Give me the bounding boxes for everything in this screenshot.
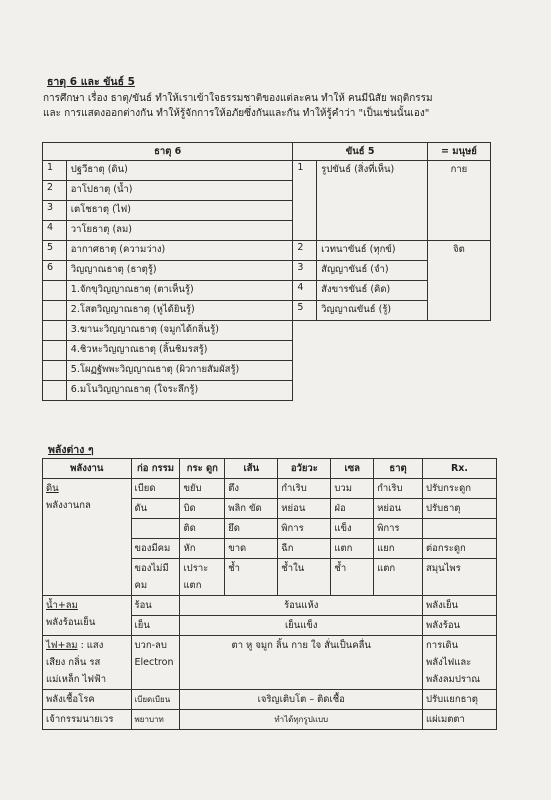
- cell: สมุนไพร: [423, 559, 497, 596]
- energy-earth: [43, 479, 132, 596]
- cell: แข็ง: [331, 519, 374, 539]
- energies-table: [42, 458, 497, 730]
- cell: กำเริบ: [374, 479, 423, 499]
- rx-line: พลังลมปราณ: [426, 674, 481, 685]
- energy-germ: พลังเชื้อโรค: [43, 690, 132, 710]
- desc-cold: เย็นแข็ง: [180, 616, 423, 636]
- dhatu-label: วิญญาณธาตุ (ธาตุรู้): [66, 261, 293, 281]
- cell: หัก: [180, 539, 225, 559]
- dhatu-label: อาโปธาตุ (น้ำ): [66, 181, 293, 201]
- col-header-organ: อวัยวะ: [278, 459, 331, 479]
- dhatu-num: 1: [43, 161, 67, 181]
- dhatu-num: 4: [43, 221, 67, 241]
- dhatu-num-blank: [43, 381, 67, 401]
- dhatu-num-blank: [43, 281, 67, 301]
- khandha-num: 4: [293, 281, 317, 301]
- col-header-cause: ก่อ กรรม: [131, 459, 180, 479]
- germ-cause: เบียดเบียน: [131, 690, 180, 710]
- karma-desc: ทำได้ทุกรูปแบบ: [180, 710, 423, 730]
- col-header-vessel: เส้น: [225, 459, 278, 479]
- dhatu-khandha-table: [42, 142, 491, 401]
- cell: กำเริบ: [278, 479, 331, 499]
- dhatu-num: 2: [43, 181, 67, 201]
- cell: [131, 559, 180, 596]
- cell: บวม: [331, 479, 374, 499]
- cell: ปรับธาตุ: [423, 499, 497, 519]
- water-wind-sub: พลังร้อนเย็น: [46, 617, 96, 628]
- earth-sub: พลังงานกล: [46, 500, 91, 511]
- khandha-num: 5: [293, 301, 317, 321]
- energy-fire-wind: [43, 636, 132, 690]
- intro-line: การศึกษา เรื่อง ธาตุ/ขันธ์ ทำให้เราเข้าใจธรรมชาติของแต่ละคน ทำให้ คนมีนิสัย พฤติกรรม: [43, 93, 433, 104]
- cell: ยึด: [225, 519, 278, 539]
- rx-line: การเดิน: [426, 640, 459, 651]
- karma-rx: แผ่เมตตา: [423, 710, 497, 730]
- khandha-label: รูปขันธ์ (สิ่งที่เห็น): [317, 161, 428, 241]
- cell: ตึง: [225, 479, 278, 499]
- earth-name: ดิน: [46, 483, 59, 494]
- vinnana-sub: 4.ชิวหะวิญญาณธาตุ (ลิ้นชิมรสรู้): [66, 341, 293, 361]
- cell: ต่อกระดูก: [423, 539, 497, 559]
- dhatu-num: 5: [43, 241, 67, 261]
- khandha-num: 1: [293, 161, 317, 241]
- cell: แยก: [374, 539, 423, 559]
- khandha-num: 3: [293, 261, 317, 281]
- fire-wind-sub: : แสง: [77, 640, 104, 651]
- dhatu-num-blank: [43, 301, 67, 321]
- cause-hot: ร้อน: [131, 596, 180, 616]
- dhatu-label: เตโชธาตุ (ไฟ): [66, 201, 293, 221]
- cell: [131, 519, 180, 539]
- fire-wind-rx: [423, 636, 497, 690]
- energy-karma: เจ้ากรรมนายเวร: [43, 710, 132, 730]
- cell-line: ของไม่มี: [134, 563, 169, 574]
- vinnana-sub: 1.จักขุวิญญาณธาตุ (ตาเห็นรู้): [66, 281, 293, 301]
- vinnana-sub: 3.ฆานะวิญญาณธาตุ (จมูกได้กลิ่นรู้): [66, 321, 293, 341]
- dhatu-label: วาโยธาตุ (ลม): [66, 221, 293, 241]
- khandha-label: สัญญาขันธ์ (จำ): [317, 261, 428, 281]
- cell: ช้ำ: [331, 559, 374, 596]
- cell: บิด: [180, 499, 225, 519]
- cell: [423, 519, 497, 539]
- cell: ช้ำใน: [278, 559, 331, 596]
- fire-wind-line: [46, 637, 128, 654]
- desc-hot: ร้อนแห้ง: [180, 596, 423, 616]
- vinnana-sub: 6.มโนวิญญาณธาตุ (ใจระลึกรู้): [66, 381, 293, 401]
- cell: ติด: [180, 519, 225, 539]
- human-body: กาย: [427, 161, 490, 241]
- section1-title: ธาตุ 6 และ ขันธ์ 5: [47, 76, 135, 88]
- cell-line: เปราะ: [183, 563, 209, 574]
- cell: ของมีคม: [131, 539, 180, 559]
- col-header-energy: พลังงาน: [43, 459, 132, 479]
- fire-wind-desc: ตา หู จมูก ลิ้น กาย ใจ สั่นเป็นคลื่น: [180, 636, 423, 690]
- dhatu-num-blank: [43, 341, 67, 361]
- vinnana-sub: 2.โสตวิญญาณธาตุ (หูได้ยินรู้): [66, 301, 293, 321]
- cell: พิการ: [278, 519, 331, 539]
- fire-wind-line: เสียง กลิ่น รส: [46, 657, 101, 668]
- cell: ดัน: [131, 499, 180, 519]
- col-header-cell: เซล: [331, 459, 374, 479]
- col-header-dhatu: ธาตุ 6: [43, 143, 293, 161]
- energy-water-wind: [43, 596, 132, 636]
- dhatu-label: ปฐวีธาตุ (ดิน): [66, 161, 293, 181]
- cell: ปรับกระดูก: [423, 479, 497, 499]
- cell: แตก: [374, 559, 423, 596]
- khandha-label: สังขารขันธ์ (คิด): [317, 281, 428, 301]
- khandha-label: เวทนาขันธ์ (ทุกข์): [317, 241, 428, 261]
- germ-rx: ปรับแยกธาตุ: [423, 690, 497, 710]
- cell: หย่อน: [374, 499, 423, 519]
- cell: พลิก ขัด: [225, 499, 278, 519]
- rx-line: พลังไฟและ: [426, 657, 472, 668]
- cause-line: บวก-ลบ: [134, 640, 167, 651]
- col-header-bone: กระ ดูก: [180, 459, 225, 479]
- dhatu-num-blank: [43, 361, 67, 381]
- intro-line: และ การแสดงออกต่างกัน ทำให้รู้จักการให้อภัยซึ่งกันและกัน ทำให้รู้คำว่า "เป็นเช่นนั้นเอง": [43, 108, 430, 119]
- cell-line: แตก: [183, 580, 202, 591]
- cell: ฝ่อ: [331, 499, 374, 519]
- cause-cold: เย็น: [131, 616, 180, 636]
- col-header-rx: Rx.: [423, 459, 497, 479]
- col-header-element: ธาตุ: [374, 459, 423, 479]
- cell: พิการ: [374, 519, 423, 539]
- cell: หย่อน: [278, 499, 331, 519]
- water-wind-name: น้ำ+ลม: [46, 600, 78, 611]
- col-header-human: = มนุษย์: [427, 143, 490, 161]
- section2-title: พลังต่าง ๆ: [48, 444, 94, 456]
- cell: เบียด: [131, 479, 180, 499]
- cell-line: คม: [134, 580, 148, 591]
- cause-line: Electron: [134, 657, 174, 668]
- khandha-label: วิญญาณขันธ์ (รู้): [317, 301, 428, 321]
- fire-wind-name: ไฟ+ลม: [46, 640, 78, 651]
- cell: ฉีก: [278, 539, 331, 559]
- cell: [180, 559, 225, 596]
- human-mind: จิต: [427, 241, 490, 321]
- dhatu-num: 6: [43, 261, 67, 281]
- khandha-num: 2: [293, 241, 317, 261]
- rx-cold: พลังร้อน: [423, 616, 497, 636]
- rx-hot: พลังเย็น: [423, 596, 497, 616]
- karma-cause: พยาบาท: [131, 710, 180, 730]
- cell: แตก: [331, 539, 374, 559]
- dhatu-num-blank: [43, 321, 67, 341]
- fire-wind-line: แม่เหล็ก ไฟฟ้า: [46, 674, 107, 685]
- dhatu-label: อากาศธาตุ (ความว่าง): [66, 241, 293, 261]
- cell: ขาด: [225, 539, 278, 559]
- col-header-khandha: ขันธ์ 5: [293, 143, 427, 161]
- cell: ช้ำ: [225, 559, 278, 596]
- germ-desc: เจริญเติบโต – ติดเชื้อ: [180, 690, 423, 710]
- fire-wind-cause: [131, 636, 180, 690]
- vinnana-sub: 5.โผฏฐัพพะวิญญาณธาตุ (ผิวกายสัมผัสรู้): [66, 361, 293, 381]
- intro-paragraph: [43, 91, 513, 121]
- cell: ขยับ: [180, 479, 225, 499]
- dhatu-num: 3: [43, 201, 67, 221]
